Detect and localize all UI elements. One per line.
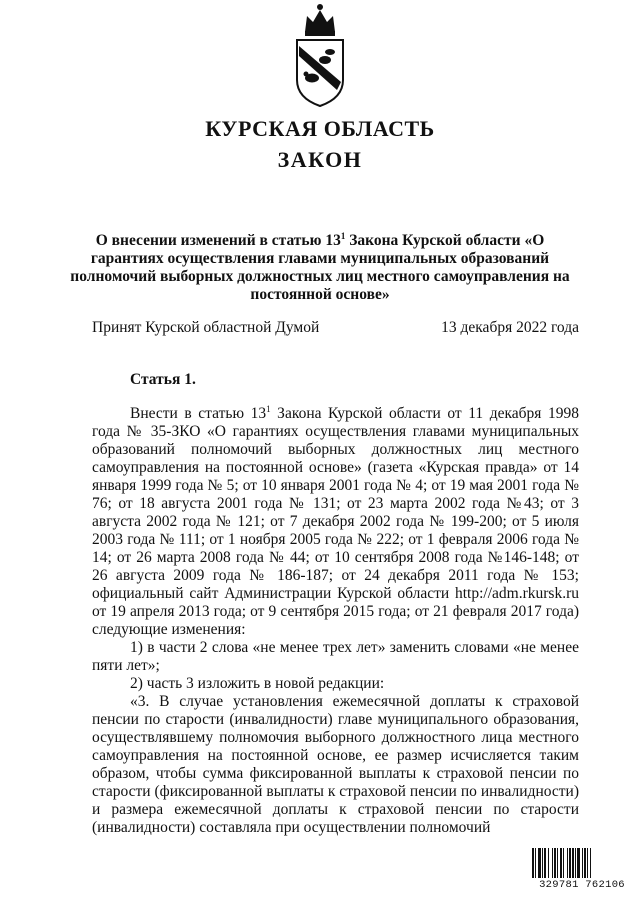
article-heading: Статья 1. — [130, 371, 196, 388]
intro-post: Закона Курской области от 11 декабря 1998 года № 35-ЗКО «О гарантиях осуществления главами муниципальных образований полномочий выборных должностных лиц местного самоуправления на постоянной основе» (газета «Курская правда» от 14 января 1999 года № 5; от 10 января 2001 года № 4; от 19 мая 2001 года № 76; от 18 августа 2001 года № 131; от 23 марта 2002 года №43; от 3 августа 2002 года № 121; от 7 декабря 2002 года № 199-200; от 5 июля 2003 года № 111; от 1 ноября 2005 года № 222; от 1 февраля 2006 года № 14; от 26 марта 2008 года № 44; от 10 сентября 2008 года №146-148; от 26 августа 2009 года № 186-187; от 24 декабря 2011 года № 153; официальный сайт Администрации Курской области http://adm.rkursk.ru от 19 апреля 2013 года; от 9 сентября 2015 года; от 21 февраля 2017 года) следующие изменения: — [92, 405, 579, 638]
barcode — [532, 848, 632, 894]
barcode-bars — [532, 848, 632, 878]
title-line1-pre: О внесении изменений в статью 13 — [95, 232, 341, 249]
adoption-line — [92, 319, 579, 337]
law-heading: ЗАКОН — [277, 147, 363, 172]
article-item-1: 1) в части 2 слова «не менее трех лет» заменить словами «не менее пяти лет»; — [92, 639, 579, 674]
title-superscript: 1 — [340, 230, 346, 241]
article-item-3: «3. В случае установления ежемесячной доплаты к страховой пенсии по старости (инвалидности) главе муниципального образования, осуществлявшему полномочия выборного должностного лица местного самоуправления на постоянной основе, ее размер исчисляется таким образом, чтобы сумма фиксированной выплаты к страховой пенсии по старости (фиксированной выплаты к страховой пенсии по инвалидности) и размера ежемесячной доплаты к страховой пенсии по старости (инвалидности) составляла при осуществлении полномочий — [92, 693, 579, 836]
region-heading: КУРСКАЯ ОБЛАСТЬ — [205, 116, 435, 141]
title-line1-post: Закона Курской области — [345, 232, 521, 249]
title-rest: «О гарантиях осуществления главами муниципальных образований полномочий выборных должностных лиц местного самоуправления на постоянной основе» — [70, 232, 570, 303]
article-body — [92, 405, 579, 837]
intro-superscript: 1 — [266, 403, 271, 414]
adopted-by: Принят Курской областной Думой — [92, 319, 320, 336]
coat-of-arms-emblem — [285, 2, 355, 110]
intro-pre: Внести в статью 13 — [130, 405, 267, 422]
adoption-date: 13 декабря 2022 года — [441, 319, 579, 336]
law-title — [70, 232, 570, 304]
article-intro — [92, 405, 579, 639]
article-item-2: 2) часть 3 изложить в новой редакции: — [130, 675, 385, 692]
barcode-number: 329781 762106 — [539, 879, 625, 891]
barcode-bar — [591, 848, 594, 878]
crown-icon — [305, 4, 335, 36]
